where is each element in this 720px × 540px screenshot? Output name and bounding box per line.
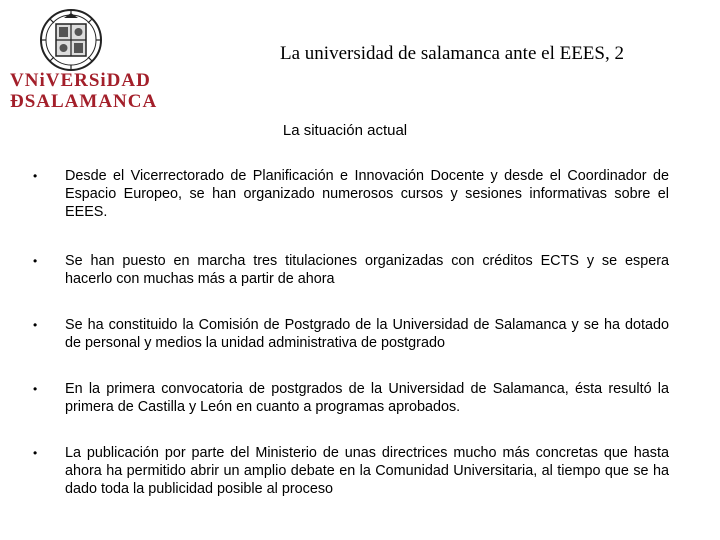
university-wordmark xyxy=(10,70,157,112)
bullet-item xyxy=(33,444,669,498)
bullet-list xyxy=(33,167,669,498)
slide-title: La universidad de salamanca ante el EEES, 2 xyxy=(280,43,624,64)
bullet-marker: • xyxy=(33,446,38,460)
bullet-text: Desde el Vicerrectorado de Planificación e Innovación Docente y desde el Coordinador de Espacio Europeo, se han organizado numerosos cursos y sesiones informativas sobre el EEES. xyxy=(65,168,669,220)
bullet-marker: • xyxy=(33,169,38,183)
bullet-marker: • xyxy=(33,382,38,396)
bullet-text: Se ha constituido la Comisión de Postgrado de la Universidad de Salamanca y se ha dotado de personal y medios la unidad administrativa de postgrado xyxy=(65,317,669,351)
bullet-text: En la primera convocatoria de postgrados de la Universidad de Salamanca, ésta resultó la primera de Castilla y León en cuanto a programas aprobados. xyxy=(65,381,669,415)
bullet-item xyxy=(33,380,669,444)
wordmark-line-2: ÐSALAMANCA xyxy=(10,91,158,112)
bullet-marker: • xyxy=(33,318,38,332)
bullet-text: Se han puesto en marcha tres titulaciones organizadas con créditos ECTS y se espera hacerlo con muchas más a partir de ahora xyxy=(65,253,669,287)
bullet-item xyxy=(33,167,669,252)
bullet-item xyxy=(33,316,669,380)
section-heading: La situación actual xyxy=(282,122,408,139)
bullet-marker: • xyxy=(33,254,38,268)
wordmark-line-1: VNiVERSiDAD xyxy=(10,70,151,91)
university-seal-logo xyxy=(40,8,102,72)
bullet-item xyxy=(33,252,669,316)
bullet-text: La publicación por parte del Ministerio de unas directrices mucho más concretas que hasta ahora ha permitido abrir un amplio debate en la Comunidad Universitaria, al tiempo que se ha dado toda la publicidad posible al proceso xyxy=(65,445,669,497)
